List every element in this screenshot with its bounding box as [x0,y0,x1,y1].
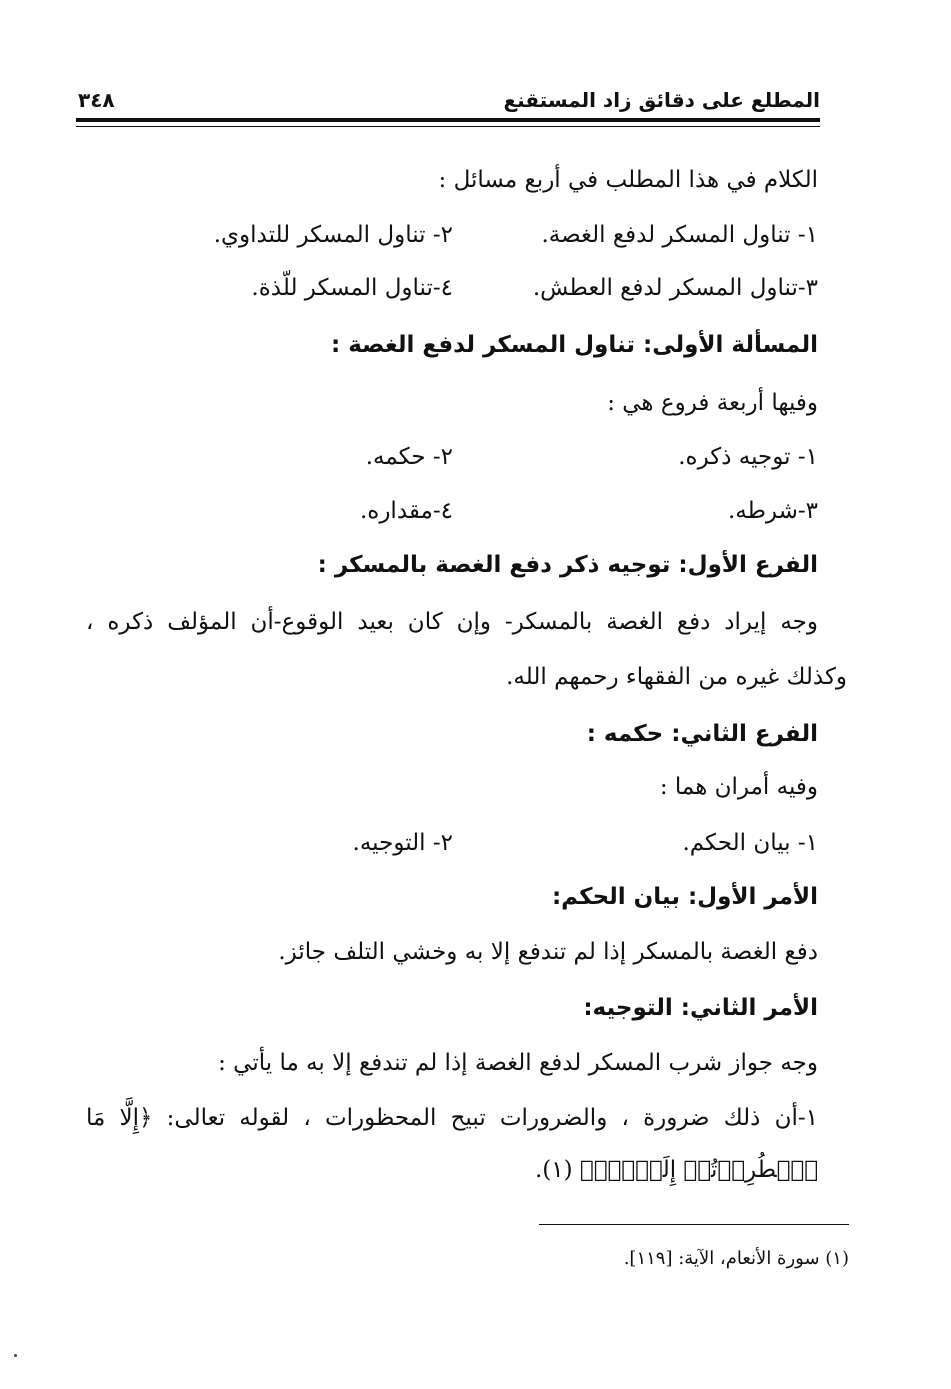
scan-speck [14,1354,17,1357]
issue-item-4: ٤-تناول المسكر للّذة. [251,275,453,301]
point-one-line: ١-أن ذلك ضرورة ، والضرورات تبيح المحظورات ، لقوله تعالى: ﴿إِلَّا مَا [86,1105,818,1131]
justification-intro: وجه جواز شرب المسكر لدفع الغصة إذا لم تندفع إلا به ما يأتي : [218,1050,818,1076]
book-title: المطلع على دقائق زاد المستقنع [503,88,820,112]
intro-line: الكلام في هذا المطلب في أربع مسائل : [438,167,818,193]
ruling-text: دفع الغصة بالمسكر إذا لم تندفع إلا به وخشي التلف جائز. [278,939,818,965]
issue-item-2: ٢- تناول المسكر للتداوي. [213,222,453,248]
branch-item-1: ١- توجيه ذكره. [678,444,818,470]
header-rule-thin [76,126,820,127]
paragraph-line: وكذلك غيره من الفقهاء رحمهم الله. [506,664,847,690]
heading-matter-one: الأمر الأول: بيان الحكم: [551,884,818,910]
matter-item-2: ٢- التوجيه. [352,830,453,856]
branch-item-2: ٢- حكمه. [365,444,453,470]
footnote: (١) سورة الأنعام، الآية: [١١٩]. [623,1248,849,1269]
footnote-separator [539,1224,849,1225]
branch-item-4: ٤-مقداره. [359,498,453,524]
quran-verse: ٱضۡطُرِرۡتُمۡ إِلَيۡهِۗ﴾ (١). [534,1157,818,1183]
branch-item-3: ٣-شرطه. [727,498,818,524]
heading-branch-two: الفرع الثاني: حكمه : [586,721,818,747]
issue-item-1: ١- تناول المسكر لدفع الغصة. [541,222,818,248]
heading-branch-one: الفرع الأول: توجيه ذكر دفع الغصة بالمسكر : [317,552,818,578]
matters-intro: وفيه أمران هما : [659,774,818,800]
heading-issue-one: المسألة الأولى: تناول المسكر لدفع الغصة : [331,332,818,358]
header-rule-thick [76,118,820,122]
branches-intro: وفيها أربعة فروع هي : [607,390,818,416]
heading-matter-two: الأمر الثاني: التوجيه: [583,995,818,1021]
page-number: ٣٤٨ [78,88,115,112]
running-header [78,88,820,116]
matter-item-1: ١- بيان الحكم. [682,830,818,856]
paragraph-line: وجه إيراد دفع الغصة بالمسكر- وإن كان بعيد الوقوع-أن المؤلف ذكره ، [86,609,818,635]
issue-item-3: ٣-تناول المسكر لدفع العطش. [532,275,818,301]
